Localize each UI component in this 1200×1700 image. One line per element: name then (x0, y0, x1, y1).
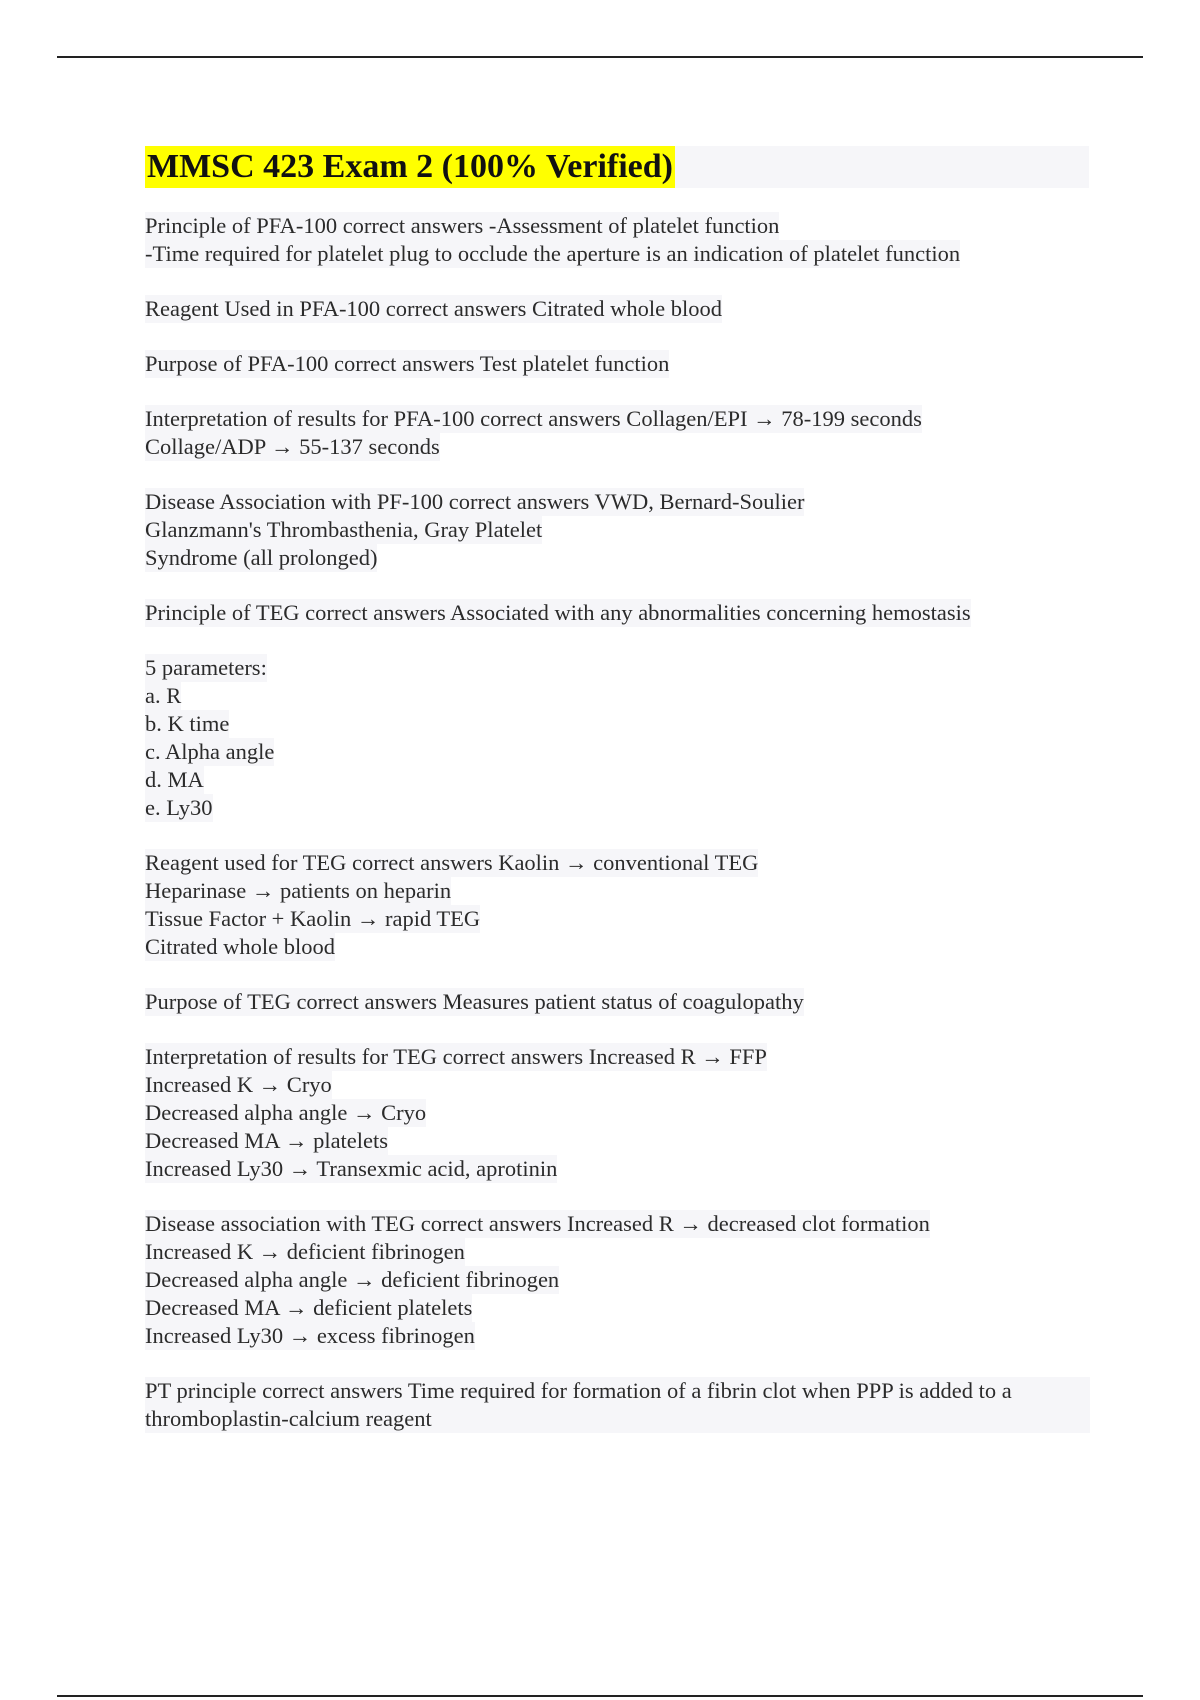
qa-line: -Time required for platelet plug to occlude the aperture is an indication of platelet function (145, 241, 961, 266)
header-rule (57, 56, 1143, 58)
qa-entry-pfa-reagent (145, 295, 1090, 323)
qa-line: PT principle correct answers Time required for formation of a fibrin clot when PPP is added to a thromboplastin-calcium reagent (145, 1377, 1090, 1433)
qa-line: Decreased MA → deficient platelets (145, 1295, 473, 1320)
qa-line: Increased Ly30 → Transexmic acid, aprotinin (145, 1156, 558, 1181)
qa-line: Interpretation of results for PFA-100 correct answers Collagen/EPI → 78-199 seconds (145, 406, 922, 431)
qa-entry-teg-disease (145, 1210, 1090, 1350)
qa-line: Heparinase → patients on heparin (145, 878, 452, 903)
qa-line: Syndrome (all prolonged) (145, 545, 378, 570)
qa-line: e. Ly30 (145, 795, 213, 820)
qa-line: a. R (145, 683, 182, 708)
qa-entry-teg-reagent (145, 849, 1090, 961)
qa-line: Decreased alpha angle → Cryo (145, 1100, 427, 1125)
title-bar (145, 146, 1089, 188)
qa-line: Disease association with TEG correct answers Increased R → decreased clot formation (145, 1211, 930, 1236)
qa-line: Citrated whole blood (145, 934, 335, 959)
qa-line: Increased K → Cryo (145, 1072, 332, 1097)
document-title: MMSC 423 Exam 2 (100% Verified) (145, 146, 675, 188)
qa-entry-pfa-purpose (145, 350, 1090, 378)
qa-line: Purpose of PFA-100 correct answers Test platelet function (145, 351, 670, 376)
qa-line: d. MA (145, 767, 204, 792)
qa-entry-pt-principle (145, 1377, 1090, 1433)
qa-line: Glanzmann's Thrombasthenia, Gray Platelet (145, 517, 543, 542)
qa-line: Collage/ADP → 55-137 seconds (145, 434, 440, 459)
qa-line: b. K time (145, 711, 230, 736)
qa-list (145, 212, 1090, 1433)
footer-rule (57, 1695, 1143, 1697)
qa-entry-teg-purpose (145, 988, 1090, 1016)
qa-line: Principle of TEG correct answers Associated with any abnormalities concerning hemostasis (145, 600, 971, 625)
qa-line: Decreased alpha angle → deficient fibrinogen (145, 1267, 560, 1292)
qa-line: Reagent used for TEG correct answers Kaolin → conventional TEG (145, 850, 759, 875)
qa-line: Tissue Factor + Kaolin → rapid TEG (145, 906, 481, 931)
qa-entry-teg-principle (145, 599, 1090, 627)
qa-line: Increased Ly30 → excess fibrinogen (145, 1323, 475, 1348)
qa-line: Decreased MA → platelets (145, 1128, 389, 1153)
qa-entry-teg-interpretation (145, 1043, 1090, 1183)
qa-entry-pfa-disease (145, 488, 1090, 572)
qa-entry-pfa-interpretation (145, 405, 1090, 461)
qa-entry-pfa-principle (145, 212, 1090, 268)
document-body (145, 146, 1090, 1460)
qa-line: Principle of PFA-100 correct answers -Assessment of platelet function (145, 213, 780, 238)
qa-line: c. Alpha angle (145, 739, 275, 764)
qa-line: 5 parameters: (145, 655, 267, 680)
qa-line: Reagent Used in PFA-100 correct answers Citrated whole blood (145, 296, 722, 321)
qa-line: Increased K → deficient fibrinogen (145, 1239, 465, 1264)
qa-line: Purpose of TEG correct answers Measures patient status of coagulopathy (145, 989, 804, 1014)
qa-entry-teg-parameters (145, 654, 1090, 822)
qa-line: Disease Association with PF-100 correct answers VWD, Bernard-Soulier (145, 489, 805, 514)
qa-line: Interpretation of results for TEG correct answers Increased R → FFP (145, 1044, 767, 1069)
